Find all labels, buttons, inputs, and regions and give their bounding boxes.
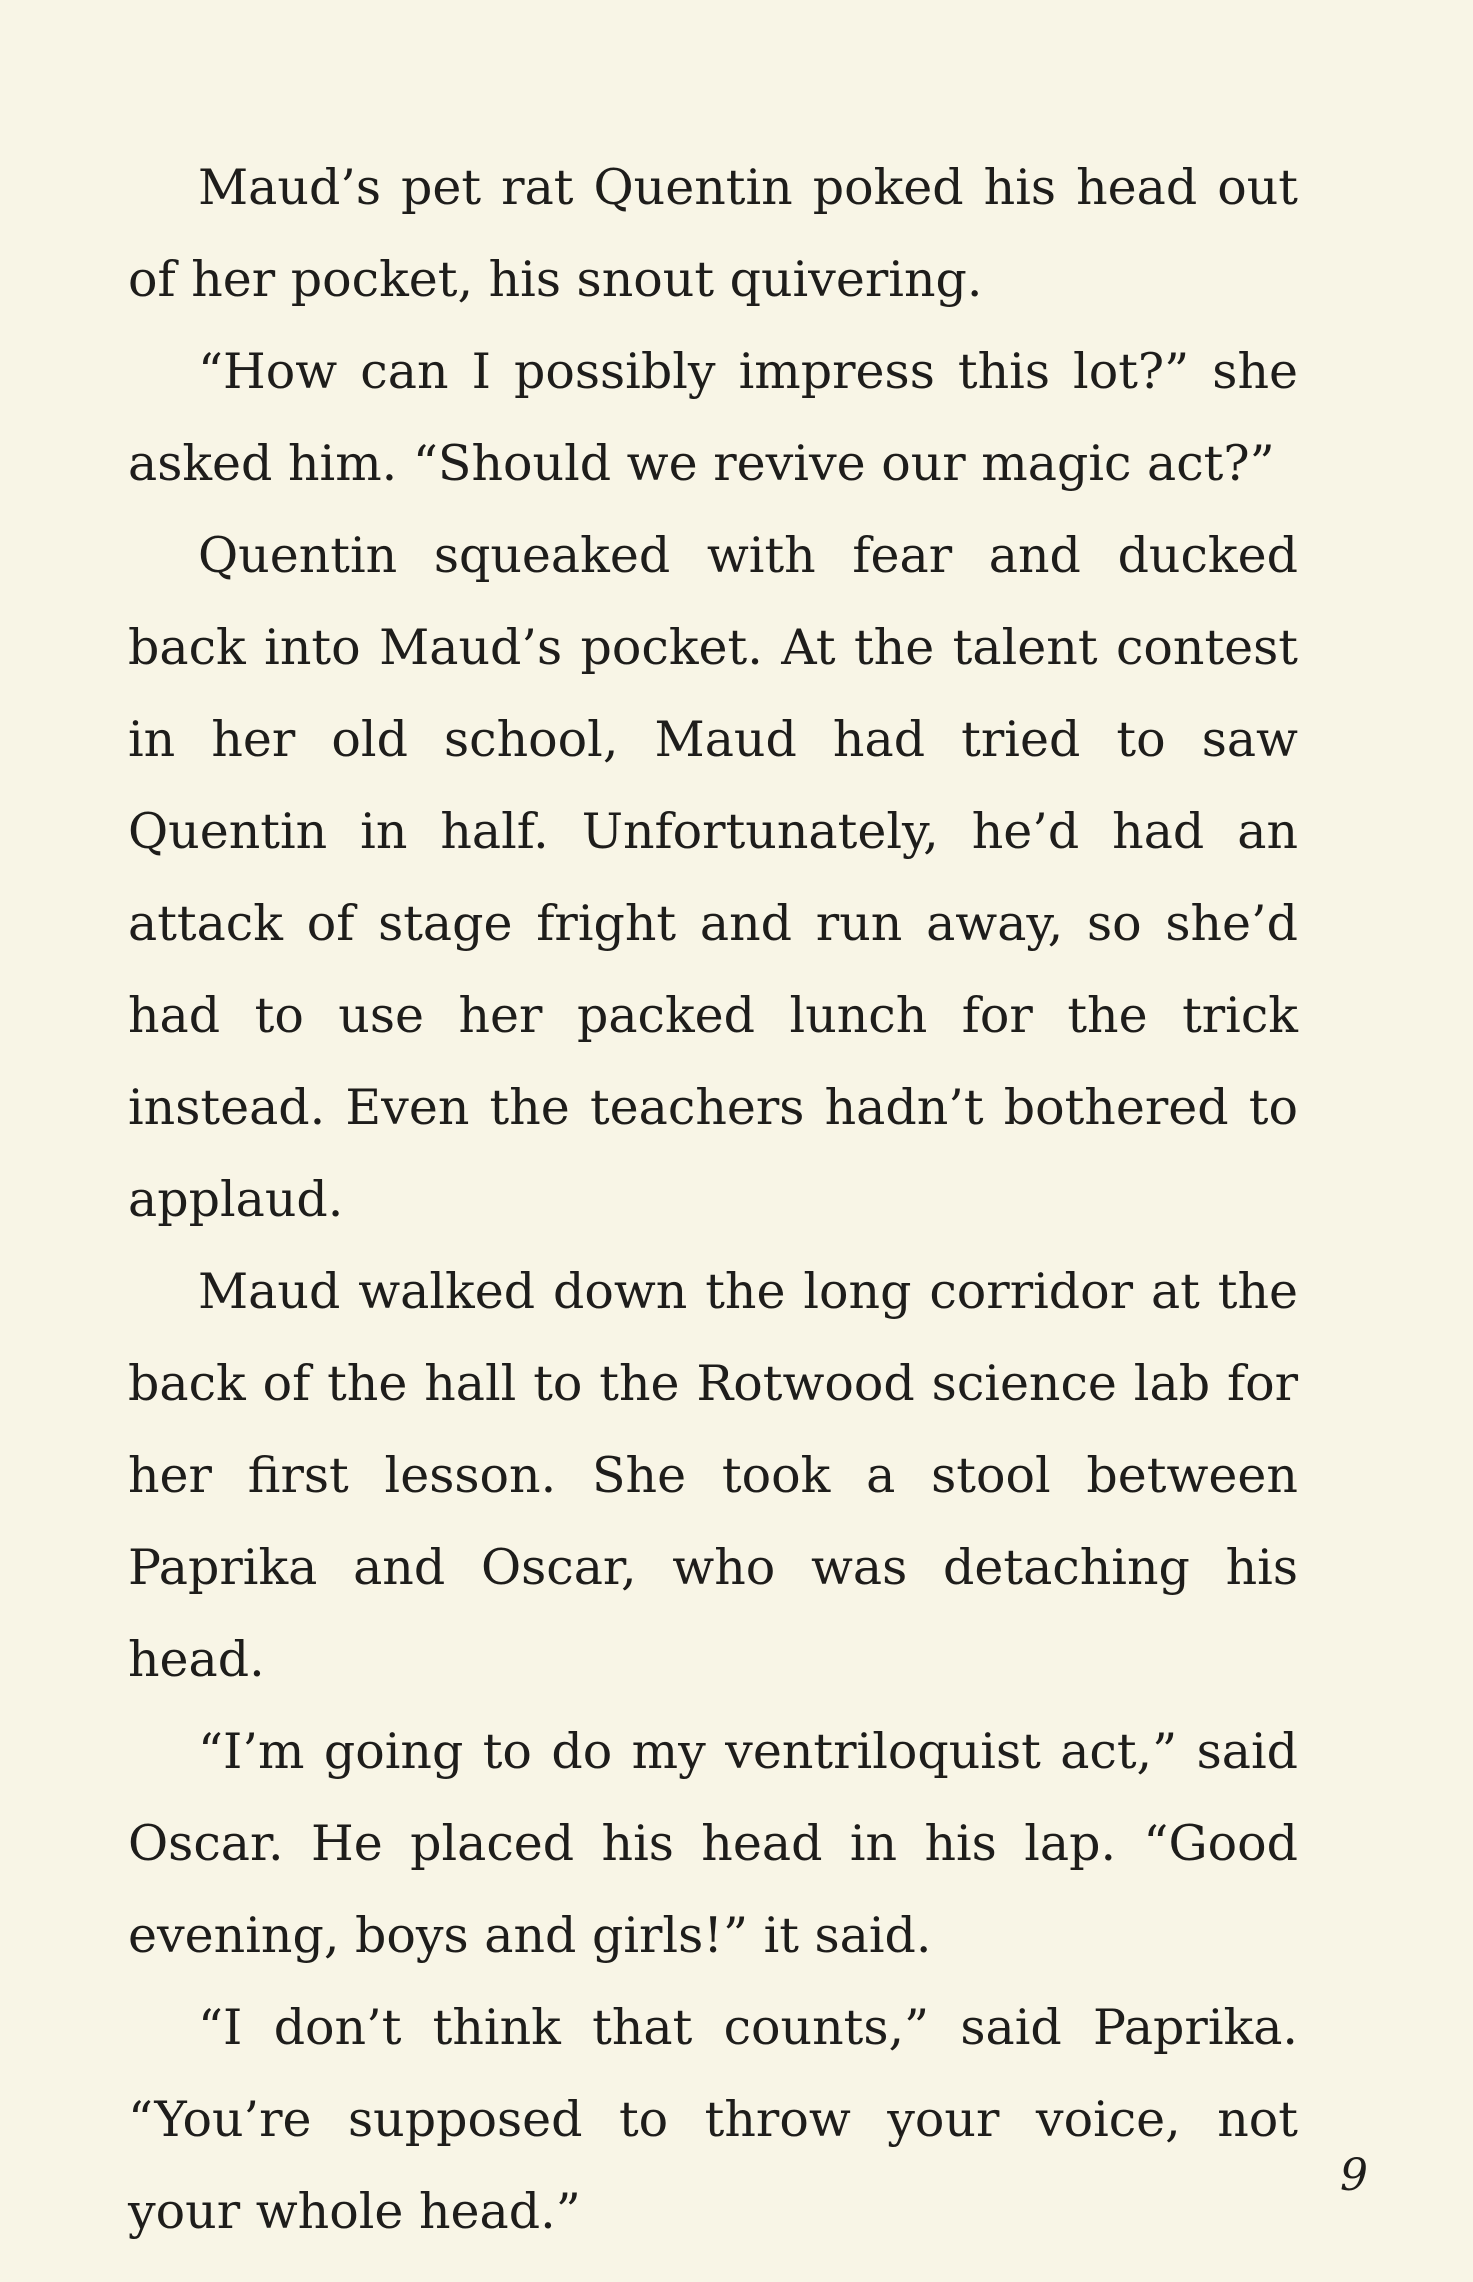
paragraph-6: “I don’t think that counts,” said Paprika. “You’re supposed to throw your voice, not your whole head.” <box>128 1999 1298 2240</box>
paragraph-2: “How can I possibly impress this lot?” she asked him. “Should we revive our magic act?” <box>128 343 1298 492</box>
paragraph-5: “I’m going to do my ventriloquist act,” said Oscar. He placed his head in his lap. “Good evening, boys and girls!” it said. <box>128 1723 1298 1964</box>
page-number: 9 <box>1340 2150 1368 2201</box>
paragraph-1: Maud’s pet rat Quentin poked his head out of her pocket, his snout quivering. <box>128 159 1298 308</box>
paragraph-4: Maud walked down the long corridor at the back of the hall to the Rotwood science lab for her first lesson. She took a stool between Paprika and Oscar, who was detaching his head. <box>128 1263 1298 1688</box>
body-text <box>128 142 1298 2258</box>
paragraph-3: Quentin squeaked with fear and ducked back into Maud’s pocket. At the talent contest in her old school, Maud had tried to saw Quentin in half. Unfortunately, he’d had an attack of stage fright and run away, so she’d had to use her packed lunch for the trick instead. Even the teachers hadn’t bothered to applaud. <box>128 527 1298 1228</box>
